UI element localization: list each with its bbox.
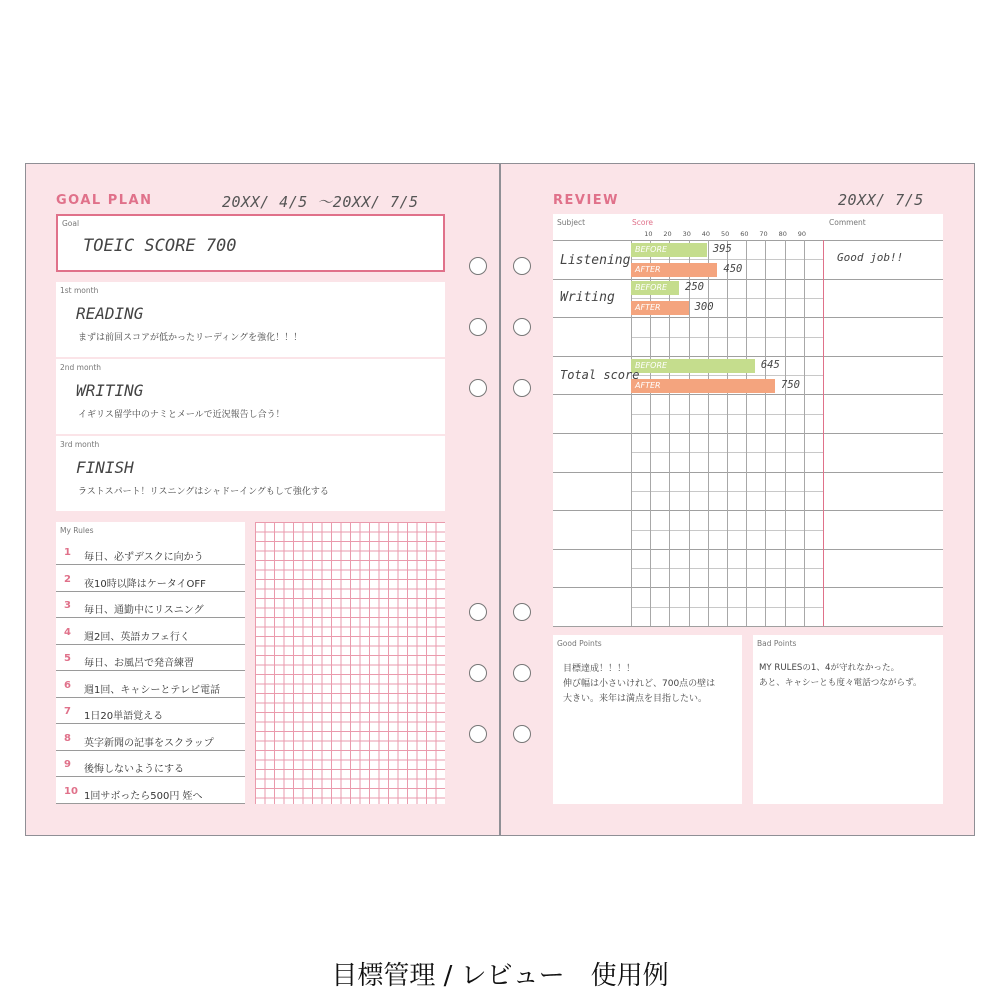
rule-text: 英字新聞の記事をスクラップ xyxy=(84,737,214,749)
rule-number: 1 xyxy=(64,547,71,558)
grid-line xyxy=(553,279,943,280)
rule-number: 4 xyxy=(64,626,71,638)
review-date: 20XX/ 7/5 xyxy=(838,191,924,209)
bar-value: 645 xyxy=(760,359,780,371)
rule-number: 9 xyxy=(64,759,71,770)
grid-line xyxy=(785,240,786,626)
grid-line xyxy=(746,240,747,626)
month-note: ラストスパート！リスニングはシャドーイングもして強化する xyxy=(78,487,329,497)
subject-label-total: Total score xyxy=(560,368,640,382)
good-point-line: 目標達成！！！！ xyxy=(563,664,636,674)
month-note: まずは前回スコアが低かったリーディングを強化！！！ xyxy=(78,333,303,343)
bar-series-label: AFTER xyxy=(635,380,661,390)
bad-point-line: あと、キャシーとも度々電話つながらず。 xyxy=(759,678,922,688)
review-page xyxy=(500,163,975,836)
good-points-box xyxy=(553,635,742,804)
rule-row xyxy=(56,671,245,698)
rule-text: 1日20単語覚える xyxy=(84,711,164,722)
goal-label: Goal xyxy=(62,219,80,228)
rule-row xyxy=(56,777,245,804)
goal-value: TOEIC SCORE 700 xyxy=(83,236,237,256)
rule-row xyxy=(56,538,245,565)
bad-points-box xyxy=(753,635,943,804)
goal-plan-page xyxy=(25,163,500,836)
score-tick: 30 xyxy=(682,230,691,238)
rule-number: 10 xyxy=(64,785,78,797)
bar-value: 300 xyxy=(694,300,714,313)
planner-spread xyxy=(25,163,975,836)
bar-series-label: BEFORE xyxy=(635,283,668,292)
rules-label: My Rules xyxy=(60,526,94,535)
good-points-label: Good Points xyxy=(557,639,602,648)
score-tick: 60 xyxy=(740,230,749,238)
grid-line xyxy=(689,240,690,626)
grid-line xyxy=(553,472,943,473)
grid-line xyxy=(553,626,943,627)
grid-line xyxy=(553,433,943,434)
rule-number: 6 xyxy=(64,679,71,691)
binder-hole xyxy=(513,603,531,621)
score-tick: 80 xyxy=(778,230,787,238)
grid-line xyxy=(631,240,632,626)
score-bar xyxy=(631,301,689,315)
binder-hole xyxy=(469,257,487,275)
grid-line xyxy=(804,240,805,626)
bar-series-label: AFTER xyxy=(635,302,661,312)
grid-line xyxy=(553,549,943,550)
rule-text: 週1回、キャシーとテレビ電話 xyxy=(84,684,221,696)
bar-value: 450 xyxy=(723,262,743,275)
rule-row xyxy=(56,697,245,724)
bar-value: 250 xyxy=(685,281,704,293)
rule-number: 7 xyxy=(64,706,71,717)
month-label: 3rd month xyxy=(60,440,100,449)
bad-points-label: Bad Points xyxy=(757,639,797,648)
rules-box xyxy=(56,522,245,804)
bar-series-label: BEFORE xyxy=(635,361,668,370)
goal-date-range: 20XX/ 4/5 ～20XX/ 7/5 xyxy=(222,193,419,211)
month-title: READING xyxy=(76,304,144,323)
bar-series-label: AFTER xyxy=(635,264,661,274)
score-tick: 20 xyxy=(663,230,672,238)
grid-line xyxy=(727,240,728,626)
rule-text: 1回サボったら500円 姪へ xyxy=(84,790,203,802)
binder-hole xyxy=(513,725,531,743)
caption: 目標管理 / レビュー 使用例 xyxy=(331,961,669,991)
binder-hole xyxy=(513,318,531,336)
score-bar xyxy=(631,243,707,257)
month-title: WRITING xyxy=(76,381,144,400)
score-tick: 90 xyxy=(797,230,807,238)
score-bar xyxy=(631,263,717,277)
bar-value: 750 xyxy=(781,378,800,391)
rule-number: 3 xyxy=(64,600,71,611)
grid-line xyxy=(553,587,943,588)
month-box-2 xyxy=(56,359,445,434)
score-tick: 40 xyxy=(701,230,711,238)
comment-text: Good job!! xyxy=(837,251,904,264)
grid-line xyxy=(553,240,943,241)
rule-row xyxy=(56,750,245,777)
score-bar xyxy=(631,359,755,373)
grid-line xyxy=(650,240,651,626)
rule-text: 後悔しないようにする xyxy=(84,764,184,775)
rule-number: 5 xyxy=(64,653,71,664)
rule-text: 週2回、英語カフェ行く xyxy=(84,631,190,643)
rule-text: 毎日、お風呂で発音練習 xyxy=(84,658,194,669)
grid-line xyxy=(765,240,766,626)
subject-label-writing: Writing xyxy=(560,290,615,305)
score-tick: 10 xyxy=(644,230,653,238)
binder-hole xyxy=(469,664,487,682)
rule-text: 毎日、通勤中にリスニング xyxy=(84,605,204,616)
grid-line xyxy=(823,240,824,626)
goal-plan-header: GOAL PLAN xyxy=(56,193,153,208)
subject-label-listening: Listening xyxy=(560,253,631,268)
review-header: REVIEW xyxy=(553,193,620,208)
month-box-1 xyxy=(56,282,445,357)
rule-row xyxy=(56,565,245,592)
rule-row xyxy=(56,591,245,618)
rule-row xyxy=(56,618,245,645)
bar-value: 395 xyxy=(712,243,732,255)
binder-hole xyxy=(469,603,487,621)
good-point-line: 大きい。来年は満点を目指したい。 xyxy=(563,694,708,704)
month-note: イギリス留学中のナミとメールで近況報告し合う！ xyxy=(78,410,285,420)
rule-row xyxy=(56,724,245,751)
good-point-line: 伸び幅は小さいけれど、700点の壁は xyxy=(563,679,716,689)
review-table xyxy=(553,214,943,626)
binder-hole xyxy=(513,257,531,275)
grid-line xyxy=(553,394,943,395)
bar-series-label: BEFORE xyxy=(635,245,668,254)
month-label: 1st month xyxy=(60,286,99,295)
binder-hole xyxy=(469,318,487,336)
bad-point-line: MY RULESの1、4が守れなかった。 xyxy=(759,663,900,673)
score-column-header: Score xyxy=(632,218,654,227)
month-box-3 xyxy=(56,436,445,511)
rule-text: 夜10時以降はケータイOFF xyxy=(84,578,206,590)
binder-hole xyxy=(513,379,531,397)
score-tick: 50 xyxy=(721,230,730,238)
grid-line xyxy=(708,240,709,626)
month-label: 2nd month xyxy=(60,363,102,372)
grid-line xyxy=(669,240,670,626)
month-title: FINISH xyxy=(76,458,134,477)
rule-number: 8 xyxy=(64,732,71,744)
rule-row xyxy=(56,644,245,671)
grid-line xyxy=(553,510,943,511)
subject-column-header: Subject xyxy=(557,218,586,227)
score-tick: 70 xyxy=(759,230,768,238)
score-bar xyxy=(631,379,775,393)
binder-hole xyxy=(513,664,531,682)
binder-hole xyxy=(469,379,487,397)
grid-line xyxy=(553,317,943,318)
score-bar xyxy=(631,281,679,295)
binder-hole xyxy=(469,725,487,743)
rule-text: 毎日、必ずデスクに向かう xyxy=(84,552,204,563)
goal-box xyxy=(56,214,445,272)
comment-column-header: Comment xyxy=(829,218,866,227)
rule-number: 2 xyxy=(64,573,71,585)
grid-line xyxy=(553,356,943,357)
grid-notes-area xyxy=(255,522,445,804)
